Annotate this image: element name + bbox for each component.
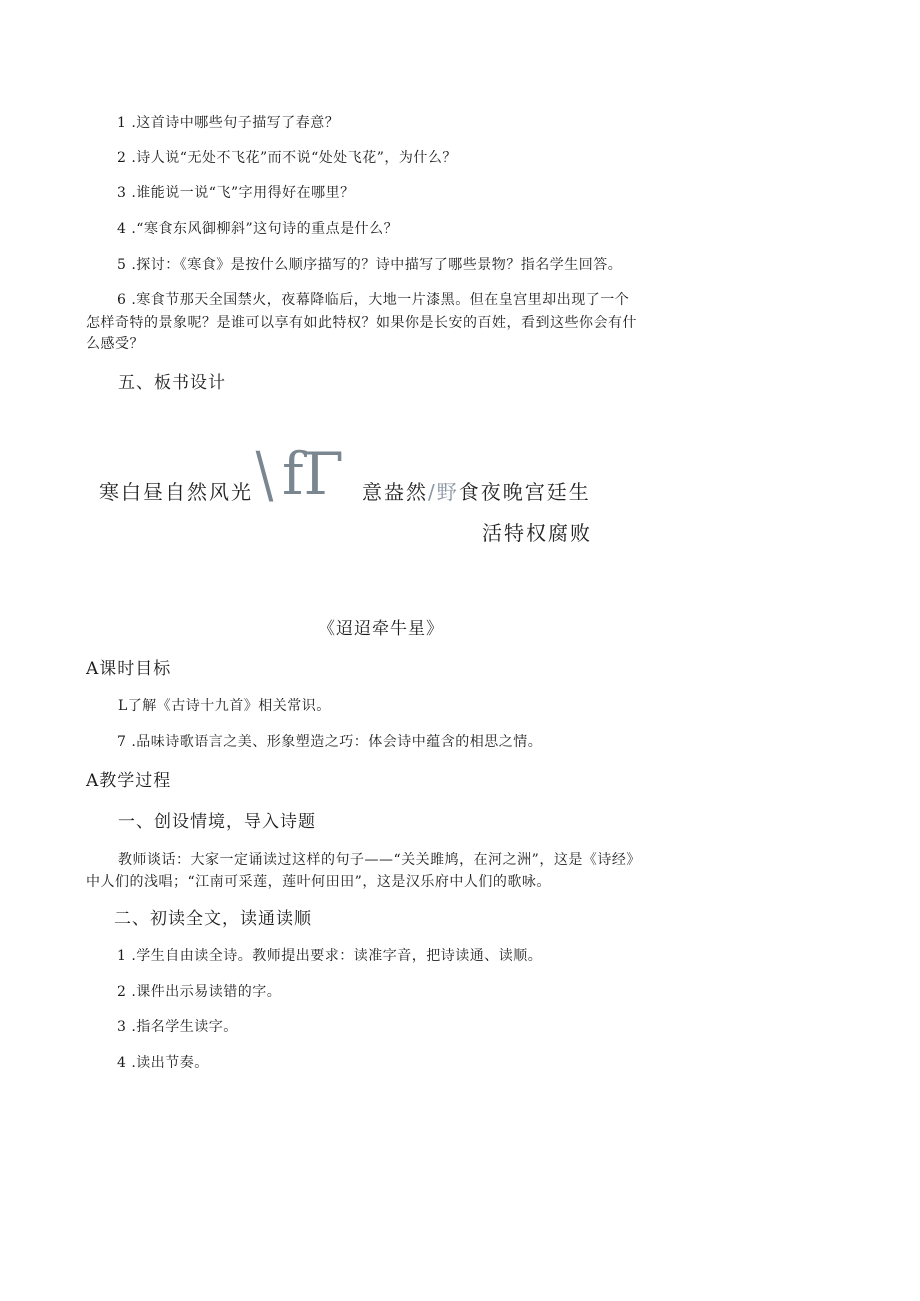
step-2-item-2: 2 .课件出示易读错的字。: [117, 984, 282, 1000]
step-2-item-4: 4 .读出节奏。: [117, 1055, 209, 1071]
question-1: 1 .这首诗中哪些句子描写了春意？: [117, 115, 340, 131]
question-4: 4 .“寒食东风御柳斜”这句诗的重点是什么？: [117, 221, 399, 237]
goal-1: L了解《古诗十九首》相关常识。: [118, 698, 331, 714]
step-2-item-3: 3 .指名学生读字。: [117, 1019, 238, 1035]
board-left-text: 寒白昼自然风光: [99, 480, 253, 504]
section-heading-board-design: 五、板书设计: [118, 373, 226, 393]
board-middle-a: 意盎然: [362, 480, 428, 504]
poem-title: 《迢迢牵牛星》: [318, 619, 444, 639]
board-right-line-2: 活特权腐败: [482, 521, 592, 545]
board-middle-b: 食夜晚宫廷生: [458, 480, 591, 504]
step-1-text-line-1: 教师谈话：大家一定诵读过这样的句子——“关关雎鸠，在河之洲”，这是《诗经》: [118, 852, 641, 868]
process-heading: A教学过程: [86, 771, 172, 791]
board-slash-mark: \: [255, 438, 274, 511]
board-middle-ye: 野: [436, 480, 459, 504]
goals-heading: A课时目标: [86, 659, 172, 679]
question-6-line-2: 怎样奇特的景象呢？是谁可以享有如此特权？如果你是长安的百姓，看到这些你会有什: [86, 315, 637, 331]
question-5: 5 .探讨：《寒食》是按什么顺序描写的？诗中描写了哪些景物？指名学生回答。: [117, 257, 623, 273]
question-6-line-1: 6 .寒食节那天全国禁火，夜幕降临后，大地一片漆黑。但在皇宫里却出现了一个: [117, 292, 630, 308]
board-middle-line: [362, 476, 591, 505]
step-2-title: 二、初读全文，读通读顺: [114, 909, 312, 929]
board-f-mark: fΓ: [282, 440, 344, 508]
step-1-text-line-2: 中人们的浅唱；“江南可采莲，莲叶何田田”，这是汉乐府中人们的歌咏。: [86, 874, 551, 890]
step-2-item-1: 1 .学生自由读全诗。教师提出要求：读准字音，把诗读通、读顺。: [117, 948, 543, 964]
goal-2: 7 .品味诗歌语言之美、形象塑造之巧：体会诗中蕴含的相思之情。: [117, 734, 543, 750]
board-middle-slash: /: [428, 480, 437, 504]
question-6-line-3: 么感受？: [86, 336, 144, 352]
step-1-title: 一、创设情境，导入诗题: [118, 812, 316, 832]
question-3: 3 .谁能说一说“飞”字用得好在哪里？: [117, 185, 355, 201]
question-2: 2 .诗人说“无处不飞花”而不说“处处飞花”，为什么？: [117, 150, 457, 166]
